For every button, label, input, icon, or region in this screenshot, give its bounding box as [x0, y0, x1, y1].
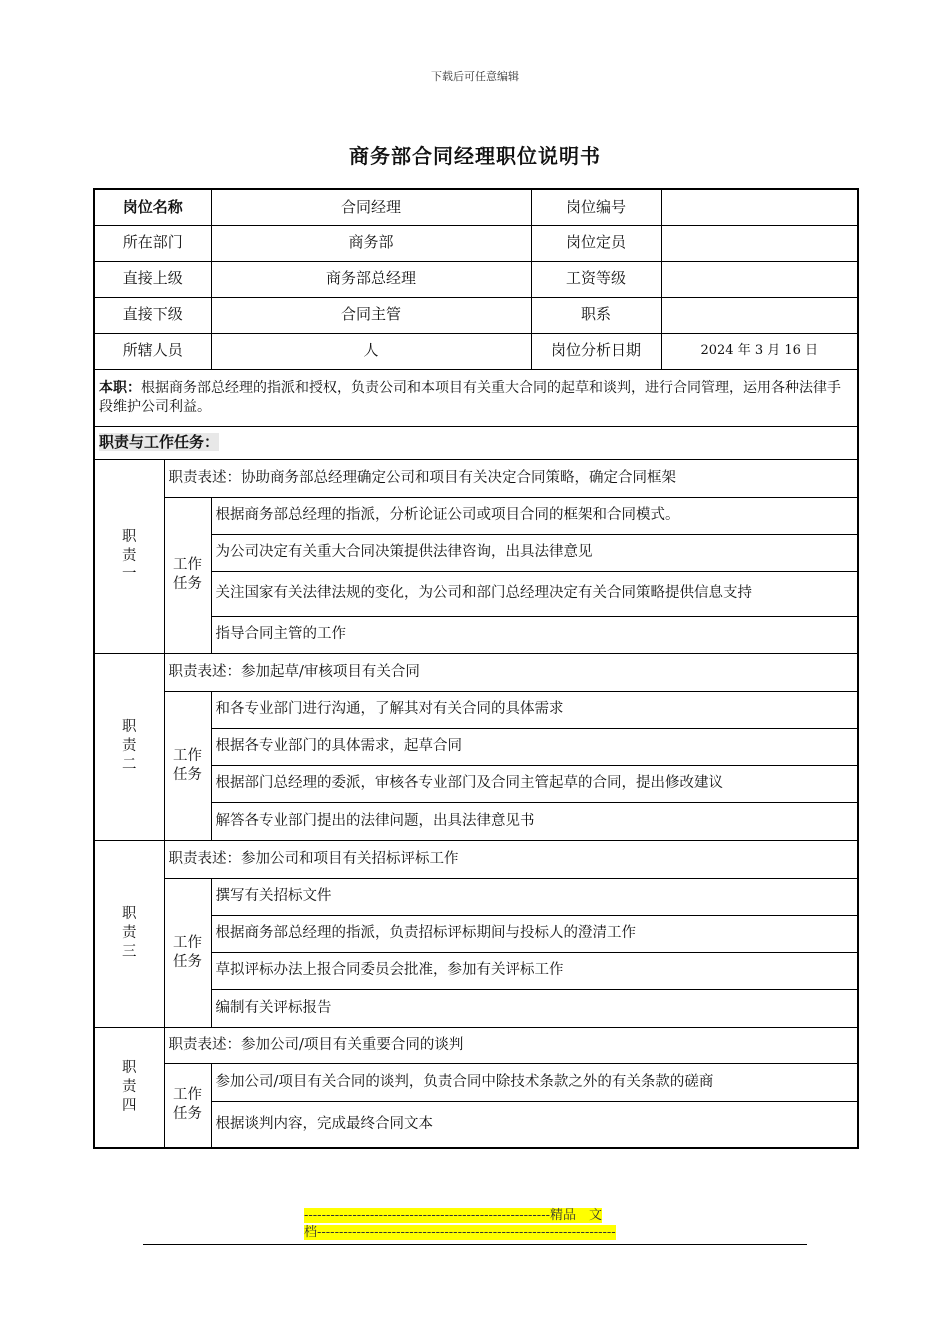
task-item: 和各专业部门进行沟通，了解其对有关合同的具体需求	[211, 691, 858, 728]
duty-name-char: 职	[122, 906, 137, 923]
info-label: 岗位名称	[94, 189, 211, 225]
footer-line-1: --------------------------------------------------------精品 文	[304, 1208, 602, 1223]
info-value-2	[661, 297, 858, 333]
work-task-label-line: 任务	[173, 766, 202, 783]
task-item: 编制有关评标报告	[211, 989, 858, 1027]
duty-description-row	[94, 840, 858, 878]
task-item: 根据商务部总经理的指派，分析论证公司或项目合同的框架和合同模式。	[211, 497, 858, 534]
duty-description-row	[94, 459, 858, 497]
summary-text: 根据商务部总经理的指派和授权，负责公司和本项目有关重大合同的起草和谈判，进行合同管理，运用各种法律手段维护公司利益。	[99, 380, 841, 415]
document-title: 商务部合同经理职位说明书	[349, 144, 601, 168]
task-item: 关注国家有关法律法规的变化，为公司和部门总经理决定有关合同策略提供信息支持	[211, 571, 858, 616]
duty-name	[94, 653, 164, 840]
duty-description: 职责表述：参加公司/项目有关重要合同的谈判	[164, 1027, 858, 1063]
task-item: 为公司决定有关重大合同决策提供法律咨询，出具法律意见	[211, 534, 858, 571]
work-task-label	[164, 1063, 211, 1148]
duty-name	[94, 840, 164, 1027]
info-label: 所在部门	[94, 225, 211, 261]
info-label: 直接下级	[94, 297, 211, 333]
duties-heading-row	[94, 426, 858, 459]
info-value-2	[661, 261, 858, 297]
duty-name-char: 职	[122, 719, 137, 736]
work-task-label-line: 工作	[173, 1087, 202, 1104]
duties-heading	[94, 426, 858, 459]
info-row	[94, 297, 858, 333]
duty-name-char: 责	[122, 925, 137, 942]
duty-description-row	[94, 653, 858, 691]
task-item: 参加公司/项目有关合同的谈判，负责合同中除技术条款之外的有关条款的磋商	[211, 1063, 858, 1101]
duty-name-char: 二	[122, 756, 137, 773]
info-label-2: 工资等级	[531, 261, 661, 297]
task-item: 根据部门总经理的委派，审核各专业部门及合同主管起草的合同，提出修改建议	[211, 765, 858, 802]
task-item: 草拟评标办法上报合同委员会批准，参加有关评标工作	[211, 952, 858, 989]
work-task-label	[164, 878, 211, 1027]
job-description-table	[93, 188, 859, 1149]
duty-name-char: 责	[122, 738, 137, 755]
duty-description-row	[94, 1027, 858, 1063]
task-row	[94, 691, 858, 728]
task-row	[94, 878, 858, 915]
duty-description: 职责表述：参加公司和项目有关招标评标工作	[164, 840, 858, 878]
work-task-label-line: 工作	[173, 934, 202, 951]
duty-name-char: 三	[122, 943, 137, 960]
footer-rule	[143, 1244, 807, 1245]
info-row	[94, 333, 858, 369]
info-label-2: 岗位定员	[531, 225, 661, 261]
info-value: 商务部	[211, 225, 531, 261]
summary-label: 本职：	[99, 380, 141, 397]
work-task-label-line: 任务	[173, 576, 202, 592]
summary-cell	[94, 369, 858, 426]
info-value: 合同主管	[211, 297, 531, 333]
info-value: 人	[211, 333, 531, 369]
info-label-2: 职系	[531, 297, 661, 333]
info-value-2	[661, 189, 858, 225]
info-label: 所辖人员	[94, 333, 211, 369]
task-item: 解答各专业部门提出的法律问题，出具法律意见书	[211, 802, 858, 840]
duty-name	[94, 1027, 164, 1148]
duty-name-char: 职	[122, 1059, 137, 1076]
duty-name-char: 四	[122, 1097, 137, 1114]
duty-name	[94, 459, 164, 653]
info-value-2: 2024 年 3 月 16 日	[661, 333, 858, 369]
info-label: 直接上级	[94, 261, 211, 297]
duty-name-char: 职	[122, 528, 137, 545]
task-item: 根据各专业部门的具体需求，起草合同	[211, 728, 858, 765]
work-task-label	[164, 497, 211, 653]
info-label-2: 岗位编号	[531, 189, 661, 225]
work-task-label-line: 任务	[173, 953, 202, 970]
task-item: 撰写有关招标文件	[211, 878, 858, 915]
header-note: 下载后可任意编辑	[431, 70, 519, 83]
info-row	[94, 225, 858, 261]
duty-name-char: 责	[122, 1078, 137, 1095]
task-item: 根据商务部总经理的指派，负责招标评标期间与投标人的澄清工作	[211, 915, 858, 952]
info-label-2: 岗位分析日期	[531, 333, 661, 369]
info-value: 商务部总经理	[211, 261, 531, 297]
task-row	[94, 497, 858, 534]
info-value-2	[661, 225, 858, 261]
task-item: 指导合同主管的工作	[211, 616, 858, 653]
summary-row	[94, 369, 858, 426]
work-task-label-line: 任务	[173, 1106, 202, 1123]
info-value: 合同经理	[211, 189, 531, 225]
work-task-label-line: 工作	[173, 557, 202, 574]
duty-name-char: 责	[122, 547, 137, 564]
duties-heading-text: 职责与工作任务：	[99, 432, 220, 451]
task-row	[94, 1063, 858, 1101]
footer-watermark	[304, 1207, 648, 1241]
info-row	[94, 261, 858, 297]
work-task-label-line: 工作	[173, 747, 202, 764]
duty-description: 职责表述：协助商务部总经理确定公司和项目有关决定合同策略，确定合同框架	[164, 459, 858, 497]
work-task-label	[164, 691, 211, 840]
duty-description: 职责表述：参加起草/审核项目有关合同	[164, 653, 858, 691]
duty-name-char: 一	[122, 566, 137, 583]
footer-line-2: 档--------------------------------------------------------------------	[304, 1225, 616, 1240]
task-item: 根据谈判内容，完成最终合同文本	[211, 1101, 858, 1148]
info-row	[94, 189, 858, 225]
